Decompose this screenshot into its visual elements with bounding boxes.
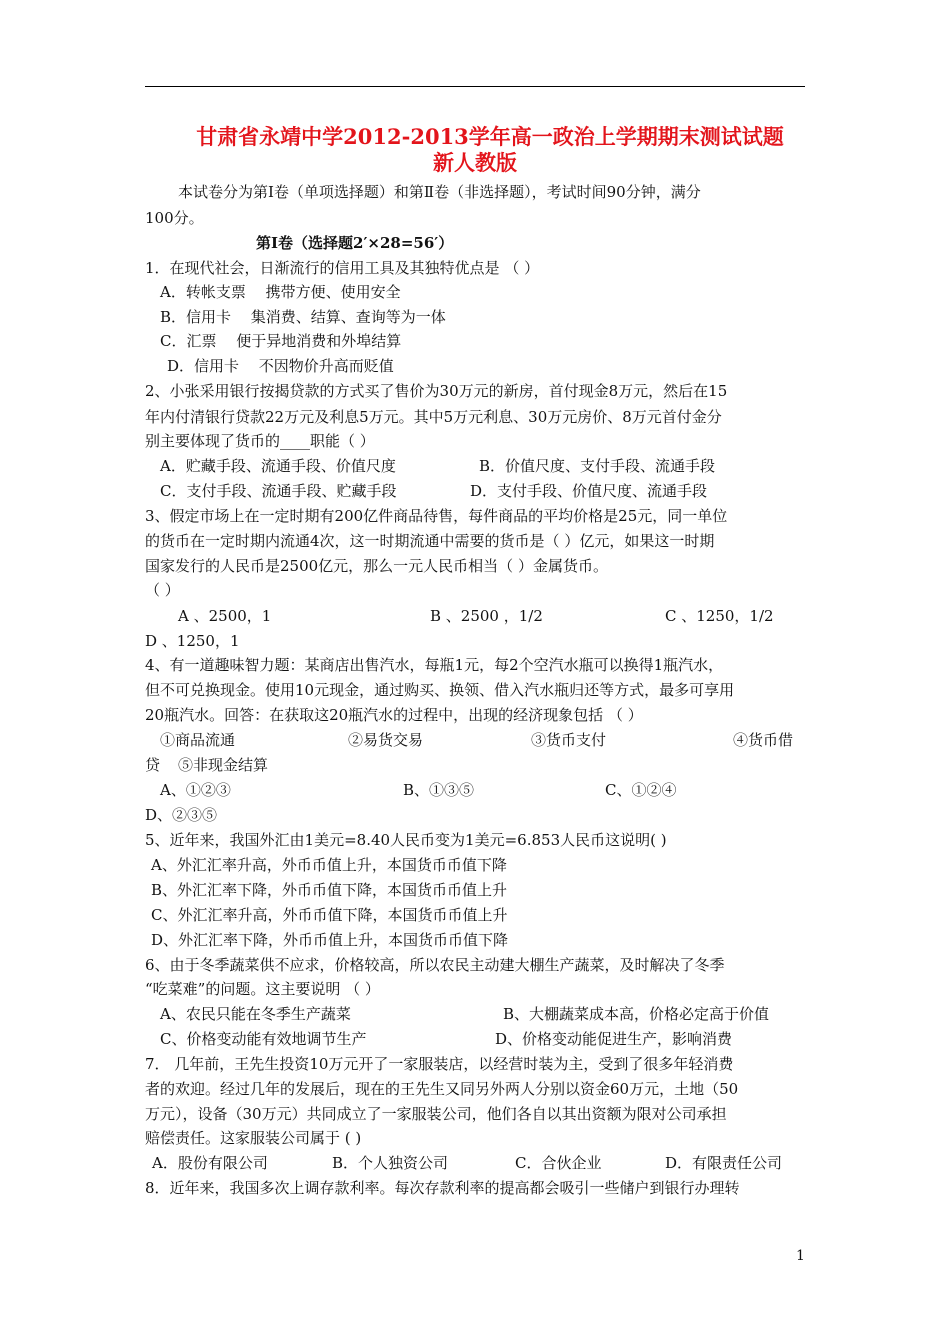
answer-option: D、价格变动能促进生产，影响消费 <box>495 1030 733 1048</box>
answer-option: B、大棚蔬菜成本高，价格必定高于价值 <box>503 1005 770 1023</box>
question-stem: 4、有一道趣味智力题：某商店出售汽水，每瓶1元，每2个空汽水瓶可以换得1瓶汽水， <box>145 656 724 674</box>
question-stem: 别主要体现了货币的____职能（ ） <box>145 432 375 450</box>
question-stem: 5、近年来，我国外汇由1美元=8.40人民币变为1美元=6.853人民币这说明( ) <box>145 831 667 849</box>
question-stem: 8．近年来，我国多次上调存款利率。每次存款利率的提高都会吸引一些储户到银行办理转 <box>145 1179 740 1197</box>
question-stem: 国家发行的人民币是2500亿元，那么一元人民币相当（ ）金属货币。 <box>145 557 608 575</box>
statement-item: ⑤非现金结算 <box>178 756 269 774</box>
answer-option: D 、1250，1 <box>145 632 240 650</box>
answer-option: B、①③⑤ <box>403 781 475 799</box>
question-stem: “吃菜难”的问题。这主要说明 （ ） <box>145 980 380 998</box>
answer-option: C、价格变动能有效地调节生产 <box>160 1030 367 1048</box>
question-stem: 20瓶汽水。回答：在获取这20瓶汽水的过程中，出现的经济现象包括 （ ） <box>145 706 643 724</box>
question-stem: 赔偿责任。这家服装公司属于 ( ) <box>145 1129 362 1147</box>
question-stem: 万元），设备（30万元）共同成立了一家服装公司，他们各自以其出资额为限对公司承担 <box>145 1105 727 1123</box>
question-stem: 2、小张采用银行按揭贷款的方式买了售价为30万元的新房，首付现金8万元，然后在15 <box>145 382 728 400</box>
answer-option: D．有限责任公司 <box>665 1154 783 1172</box>
intro-line: 100分。 <box>145 209 204 227</box>
answer-option: A．转帐支票 携带方便、使用安全 <box>160 283 401 301</box>
answer-option: B．价值尺度、支付手段、流通手段 <box>479 457 716 475</box>
answer-option: C．合伙企业 <box>515 1154 602 1172</box>
answer-option: C 、1250，1/2 <box>665 607 774 625</box>
statement-item: ③货币支付 <box>531 731 607 749</box>
answer-option: A．贮藏手段、流通手段、价值尺度 <box>160 457 396 475</box>
answer-option: B．信用卡 集消费、结算、查询等为一体 <box>160 308 446 326</box>
page-number: 1 <box>796 1248 805 1264</box>
answer-option: A 、2500，1 <box>178 607 272 625</box>
question-stem: 但不可兑换现金。使用10元现金，通过购买、换领、借入汽水瓶归还等方式，最多可享用 <box>145 681 735 699</box>
header-rule <box>145 86 805 87</box>
answer-option: A、农民只能在冬季生产蔬菜 <box>160 1005 351 1023</box>
answer-option: D．支付手段、价值尺度、流通手段 <box>470 482 708 500</box>
answer-option: D、②③⑤ <box>145 806 218 824</box>
answer-option: A、外汇汇率升高，外币币值上升，本国货币币值下降 <box>151 856 507 874</box>
question-stem: 6、由于冬季蔬菜供不应求，价格较高，所以农民主动建大棚生产蔬菜，及时解决了冬季 <box>145 956 725 974</box>
answer-option: C．支付手段、流通手段、贮藏手段 <box>160 482 397 500</box>
answer-option: B 、2500 ，1/2 <box>430 607 543 625</box>
statement-item: ④货币借 <box>733 731 794 749</box>
intro-line: 本试卷分为第Ⅰ卷（单项选择题）和第Ⅱ卷（非选择题），考试时间90分钟，满分 <box>178 183 701 201</box>
answer-blank: （ ） <box>145 581 180 599</box>
answer-option: C．汇票 便于异地消费和外埠结算 <box>160 332 402 350</box>
answer-option: D、外汇汇率下降，外币币值上升，本国货币币值下降 <box>151 931 509 949</box>
answer-option: B、外汇汇率下降，外币币值下降，本国货币币值上升 <box>151 881 508 899</box>
question-stem: 7． 几年前，王先生投资10万元开了一家服装店，以经营时装为主，受到了很多年轻消费 <box>145 1055 734 1073</box>
answer-option: D．信用卡 不因物价升高而贬值 <box>167 357 394 375</box>
statement-item: ①商品流通 <box>160 731 236 749</box>
answer-option: C、外汇汇率升高，外币币值下降，本国货币币值上升 <box>151 906 508 924</box>
answer-option: B．个人独资公司 <box>332 1154 449 1172</box>
document-subtitle: 新人教版 <box>433 150 517 175</box>
statement-item: ②易货交易 <box>348 731 424 749</box>
answer-option: A．股份有限公司 <box>152 1154 268 1172</box>
answer-option: A、①②③ <box>160 781 231 799</box>
answer-option: C、①②④ <box>605 781 677 799</box>
question-stem: 3、假定市场上在一定时期有200亿件商品待售，每件商品的平均价格是25元，同一单位 <box>145 507 728 525</box>
question-stem: 者的欢迎。经过几年的发展后，现在的王先生又同另外两人分别以资金60万元，土地（50 <box>145 1080 739 1098</box>
document-title: 甘肃省永靖中学2012-2013学年高一政治上学期期末测试试题 <box>196 124 784 149</box>
question-stem: 1．在现代社会，日渐流行的信用工具及其独特优点是 （ ） <box>145 259 540 277</box>
question-stem: 的货币在一定时期内流通4次，这一时期流通中需要的货币是（ ）亿元，如果这一时期 <box>145 532 715 550</box>
question-stem: 年内付清银行贷款22万元及利息5万元。其中5万元利息、30万元房价、8万元首付金分 <box>145 408 722 426</box>
section-heading: 第Ⅰ卷（选择题2′×28=56′） <box>256 234 454 252</box>
statement-item: 贷 <box>145 756 161 774</box>
